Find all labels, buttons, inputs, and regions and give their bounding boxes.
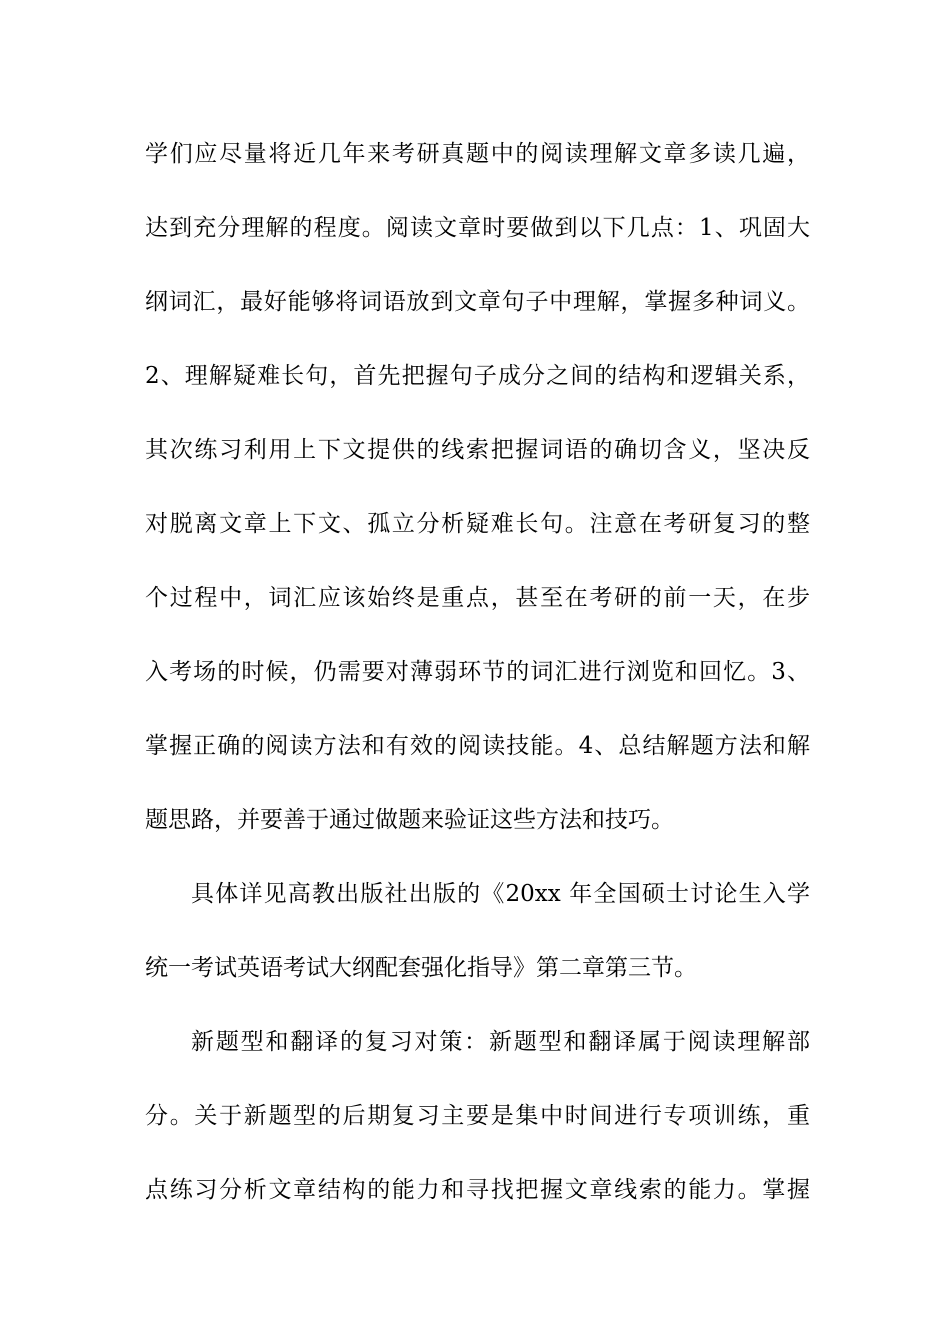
text-line-13: 新题型和翻译的复习对策：新题型和翻译属于阅读理解部 — [191, 1029, 810, 1055]
text-line-8: 入考场的时候，仍需要对薄弱环节的词汇进行浏览和回忆。3、 — [145, 659, 810, 685]
text-line-7: 个过程中，词汇应该始终是重点，甚至在考研的前一天，在步 — [145, 585, 810, 611]
text-line-12: 统一考试英语考试大纲配套强化指导》第二章第三节。 — [145, 955, 697, 981]
text-line-5: 其次练习利用上下文提供的线索把握词语的确切含义，坚决反 — [145, 437, 810, 463]
text-line-11: 具体详见高教出版社出版的《20xx 年全国硕士讨论生入学 — [191, 881, 810, 907]
text-line-4: 2、理解疑难长句，首先把握句子成分之间的结构和逻辑关系， — [145, 363, 810, 389]
text-line-10: 题思路，并要善于通过做题来验证这些方法和技巧。 — [145, 807, 674, 833]
text-line-1: 学们应尽量将近几年来考研真题中的阅读理解文章多读几遍， — [145, 141, 810, 167]
text-line-15: 点练习分析文章结构的能力和寻找把握文章线索的能力。掌握 — [145, 1177, 810, 1203]
document-body — [145, 131, 810, 1241]
text-line-6: 对脱离文章上下文、孤立分析疑难长句。注意在考研复习的整 — [145, 511, 810, 537]
text-line-2: 达到充分理解的程度。阅读文章时要做到以下几点：1、巩固大 — [145, 215, 810, 241]
text-line-9: 掌握正确的阅读方法和有效的阅读技能。4、总结解题方法和解 — [145, 733, 810, 759]
text-line-14: 分。关于新题型的后期复习主要是集中时间进行专项训练，重 — [145, 1103, 810, 1129]
text-line-3: 纲词汇，最好能够将词语放到文章句子中理解，掌握多种词义。 — [145, 289, 810, 315]
